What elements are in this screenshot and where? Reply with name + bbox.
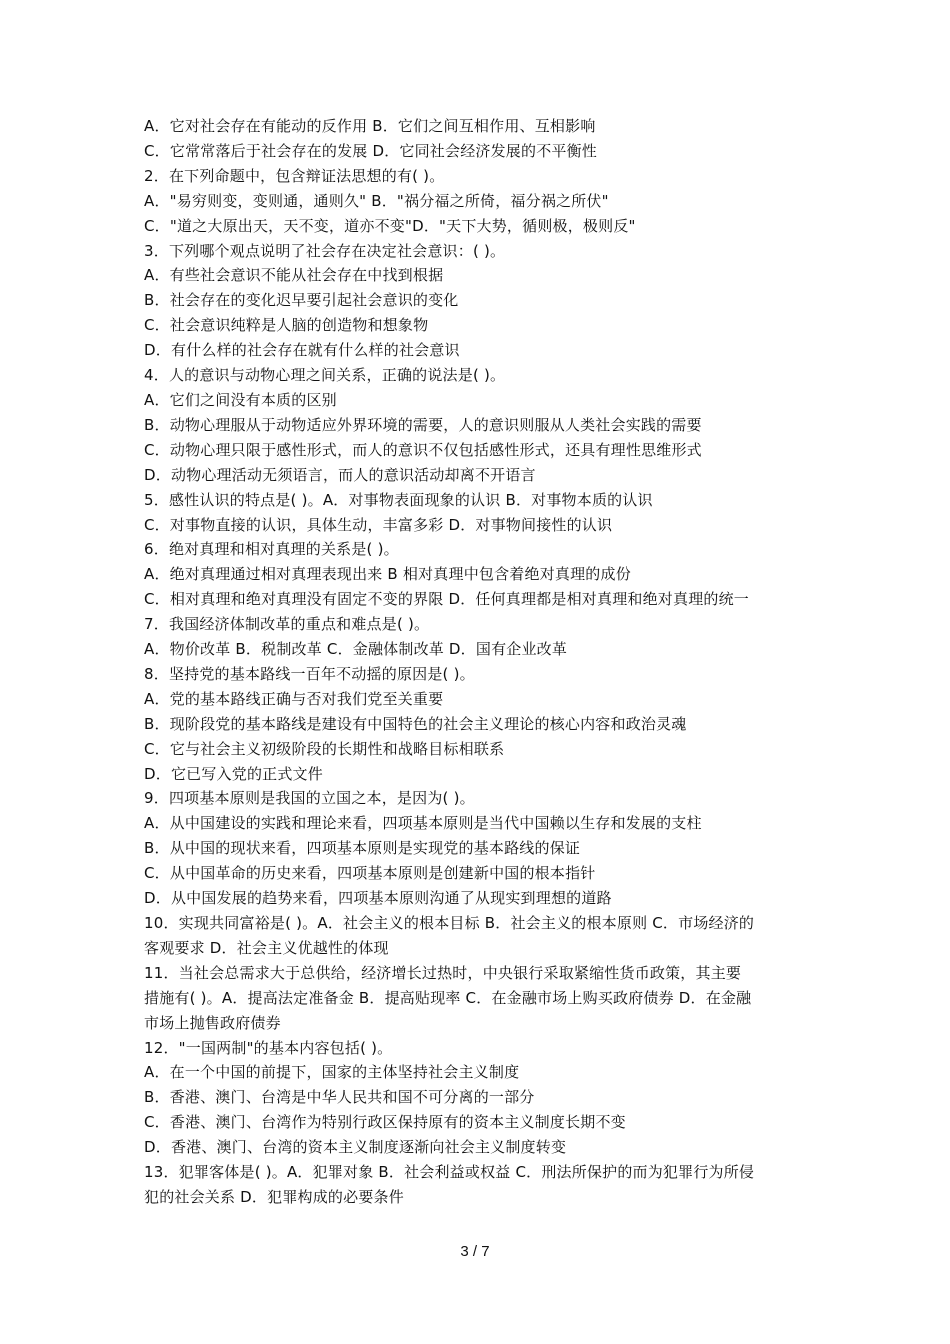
- text-line: B．香港、澳门、台湾是中华人民共和国不可分离的一部分: [144, 1088, 535, 1107]
- text-line: C．它常常落后于社会存在的发展 D．它同社会经济发展的不平衡性: [144, 141, 597, 160]
- document-body: [144, 114, 814, 1210]
- text-line: 2．在下列命题中，包含辩证法思想的有( )。: [144, 166, 445, 185]
- text-line: A．党的基本路线正确与否对我们党至关重要: [144, 689, 444, 708]
- text-line: C．动物心理只限于感性形式，而人的意识不仅包括感性形式，还具有理性思维形式: [144, 440, 702, 459]
- text-line: 10．实现共同富裕是( )。A．社会主义的根本目标 B．社会主义的根本原则 C．市场经济的: [144, 914, 755, 932]
- text-line: D．它已写入党的正式文件: [144, 764, 323, 783]
- text-line: 3．下列哪个观点说明了社会存在决定社会意识：( )。: [144, 241, 506, 260]
- text-line: A．从中国建设的实践和理论来看，四项基本原则是当代中国赖以生存和发展的支柱: [144, 814, 702, 833]
- text-line: A．"易穷则变，变则通，通则久" B．"祸分福之所倚，福分祸之所伏": [144, 191, 609, 210]
- text-line: 4．人的意识与动物心理之间关系，正确的说法是( )。: [144, 366, 506, 385]
- text-line: C．它与社会主义初级阶段的长期性和战略目标相联系: [144, 739, 505, 758]
- text-line: 11．当社会总需求大于总供给，经济增长过热时，中央银行采取紧缩性货币政策，其主要: [144, 963, 742, 982]
- text-line: A．绝对真理通过相对真理表现出来 B 相对真理中包含着绝对真理的成份: [144, 565, 631, 584]
- text-line: C．从中国革命的历史来看，四项基本原则是创建新中国的根本指针: [144, 864, 596, 883]
- text-line: 12．"一国两制"的基本内容包括( )。: [144, 1038, 393, 1057]
- text-line: B．动物心理服从于动物适应外界环境的需要，人的意识则服从人类社会实践的需要: [144, 415, 702, 434]
- text-line: D．香港、澳门、台湾的资本主义制度逐渐向社会主义制度转变: [144, 1138, 567, 1157]
- text-line: C．香港、澳门、台湾作为特别行政区保持原有的资本主义制度长期不变: [144, 1113, 626, 1132]
- text-line: A．物价改革 B．税制改革 C．金融体制改革 D．国有企业改革: [144, 640, 568, 659]
- text-line: C．对事物直接的认识，具体生动，丰富多彩 D．对事物间接性的认识: [144, 515, 613, 534]
- text-line: A．有些社会意识不能从社会存在中找到根据: [144, 266, 444, 285]
- text-line: B．现阶段党的基本路线是建设有中国特色的社会主义理论的核心内容和政治灵魂: [144, 714, 687, 733]
- text-line: A．它们之间没有本质的区别: [144, 390, 337, 409]
- text-line: 7．我国经济体制改革的重点和难点是( )。: [144, 615, 430, 634]
- text-line: 8．坚持党的基本路线一百年不动摇的原因是( )。: [144, 664, 475, 683]
- text-line: 客观要求 D．社会主义优越性的体现: [144, 938, 389, 957]
- text-line: 犯的社会关系 D．犯罪构成的必要条件: [144, 1187, 404, 1206]
- text-line: A．在一个中国的前提下，国家的主体坚持社会主义制度: [144, 1063, 520, 1082]
- text-line: C．相对真理和绝对真理没有固定不变的界限 D．任何真理都是相对真理和绝对真理的统一: [144, 590, 749, 609]
- text-line: D．有什么样的社会存在就有什么样的社会意识: [144, 341, 460, 360]
- page-number: 3 / 7: [460, 1243, 490, 1260]
- text-line: D．动物心理活动无须语言，而人的意识活动却离不开语言: [144, 465, 536, 484]
- text-line: D．从中国发展的趋势来看，四项基本原则沟通了从现实到理想的道路: [144, 889, 612, 908]
- text-line: 13．犯罪客体是( )。A．犯罪对象 B．社会利益或权益 C．刑法所保护的而为犯罪行为所侵: [144, 1163, 755, 1182]
- text-line: C．"道之大原出天，天不变，道亦不变"D．"天下大势，循则极，极则反": [144, 216, 636, 235]
- text-line: B．社会存在的变化迟早要引起社会意识的变化: [144, 291, 459, 310]
- text-line: B．从中国的现状来看，四项基本原则是实现党的基本路线的保证: [144, 839, 581, 858]
- text-line: 5．感性认识的特点是( )。A．对事物表面现象的认识 B．对事物本质的认识: [144, 490, 653, 509]
- text-line: 市场上抛售政府债券: [144, 1013, 281, 1032]
- text-line: C．社会意识纯粹是人脑的创造物和想象物: [144, 316, 429, 335]
- text-line: A．它对社会存在有能动的反作用 B．它们之间互相作用、互相影响: [144, 117, 596, 135]
- text-line: 6．绝对真理和相对真理的关系是( )。: [144, 540, 399, 559]
- text-line: 措施有( )。A．提高法定准备金 B．提高贴现率 C．在金融市场上购买政府债券 D．在金融: [144, 988, 752, 1007]
- text-line: 9．四项基本原则是我国的立国之本，是因为( )。: [144, 789, 475, 808]
